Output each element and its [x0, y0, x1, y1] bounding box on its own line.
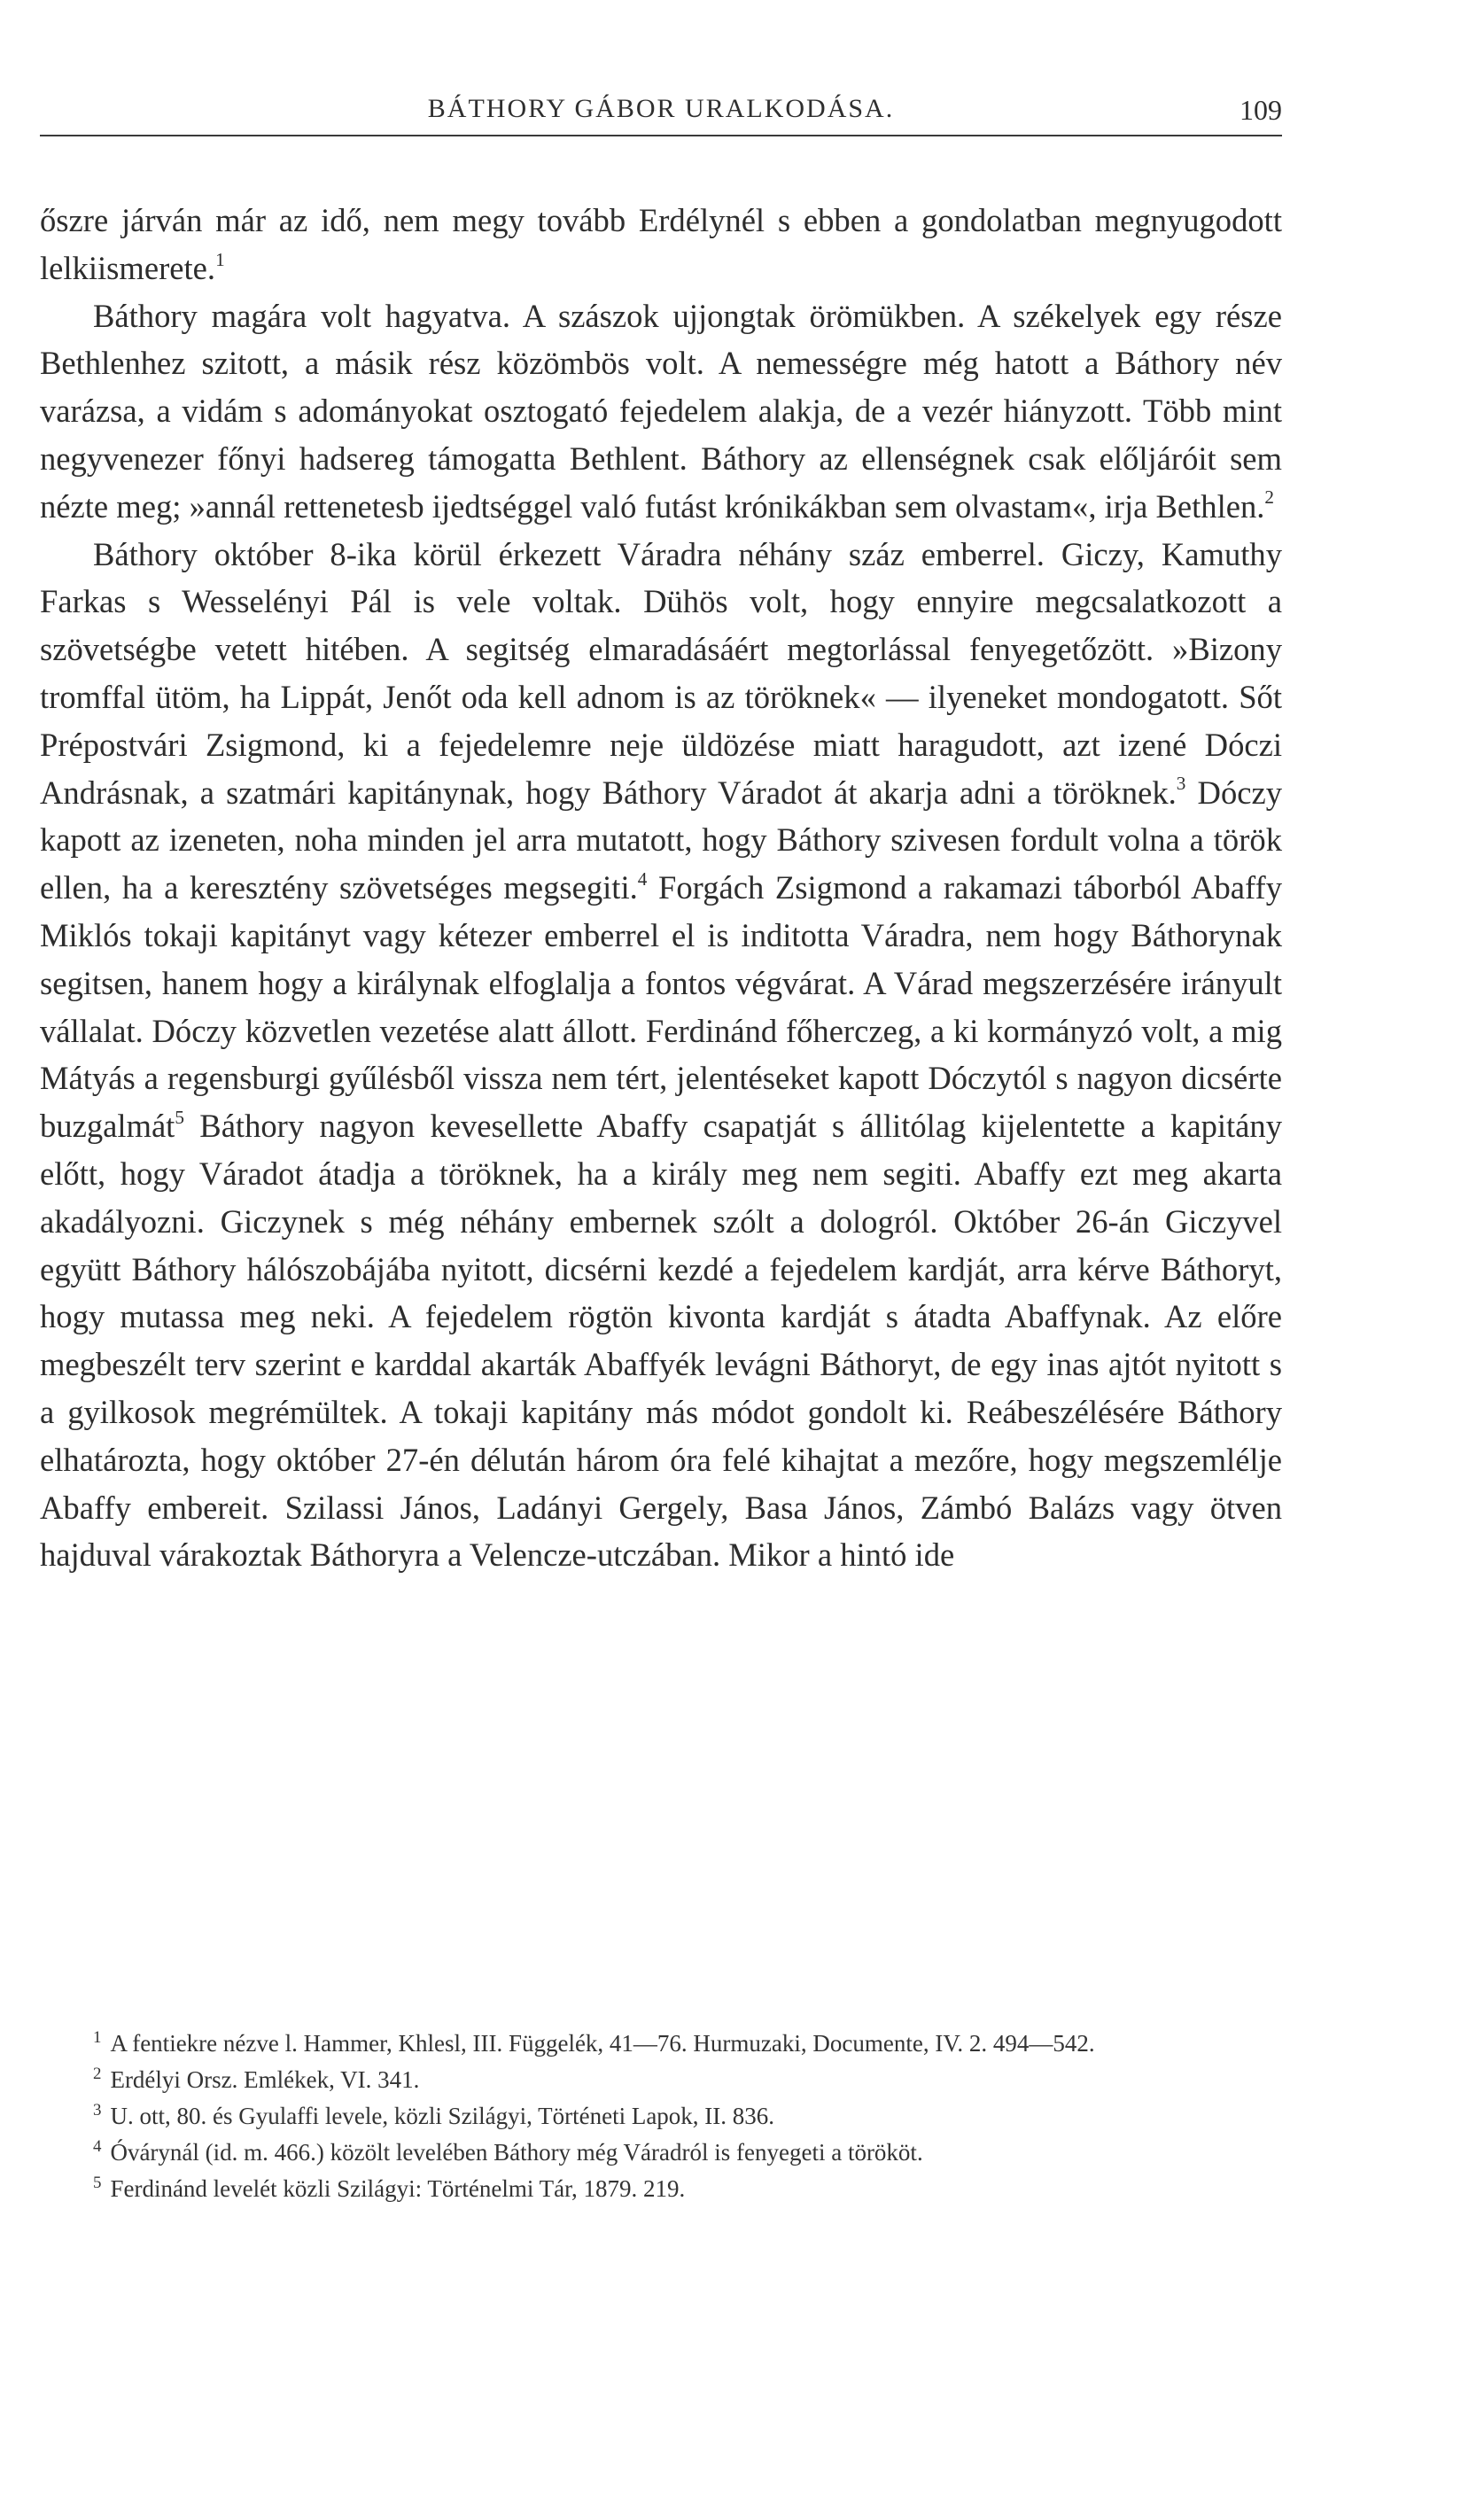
footnote-mark: 2 [93, 2065, 102, 2083]
footnote-ref: 3 [1176, 773, 1186, 795]
paragraph-tail: Báthory nagyon kevesellette Abaffy csapatját s állitólag kijelentette a kapitány előtt, hogy Váradot átadja a töröknek, ha a király meg nem segiti. Abaffy ezt meg akarta akadályozni. Giczynek s még néhány embernek szólt a dologról. Október 26-án Giczyvel együtt Báthory hálószobájába nyitott, dicsérni kezdé a fejedelem kardját, arra kérve Báthoryt, hogy mutassa meg neki. A fejedelem rögtön kivonta kardját s átadta Abaffynak. Az előre megbeszélt terv szerint e karddal akarták Abaffyék levágni Báthoryt, de egy inas ajtót nyitott s a gyilkosok megrémültek. A tokaji kapitány más módot gondolt ki. Reábeszélésére Báthory elhatározta, hogy október 27-én délután három óra felé kihajtat a mezőre, hogy megszemlélje Abaffy embereit. Szilassi János, Ladányi Gergely, Basa János, Zámbó Balázs vagy ötven hajduval várakoztak Báthoryra a Velencze-utczában. Mikor a hintó ide [40, 1108, 1282, 1574]
footnote [40, 2135, 1282, 2171]
footnote-text: A fentiekre nézve l. Hammer, Khlesl, III. Függelék, 41—76. Hurmuzaki, Documente, IV. 2. 494—542. [110, 2030, 1095, 2057]
footnote-mark: 5 [93, 2174, 102, 2192]
paragraph-tail: Forgách Zsigmond a rakamazi táborból Abaffy Miklós tokaji kapitányt vagy kétezer emberrel el is inditotta Váradra, nem hogy Báthorynak segitsen, hanem hogy a királynak elfoglalja a fontos végvárat. A Várad megszerzésére irányult vállalat. Dóczy közvetlen vezetése alatt állott. Ferdinánd főherczeg, a ki kormányzó volt, a mig Mátyás a regensburgi gyűlésből vissza nem tért, jelentéseket kapott Dóczytól s nagyon dicsérte buzgalmát [40, 869, 1283, 1145]
footnote-text: Óvárynál (id. m. 466.) közölt levelében Báthory még Váradról is fenyegeti a törököt. [110, 2139, 923, 2166]
paragraph-tail: Dóczy kapott az izeneten, noha minden jel arra mutatott, hogy Báthory szivesen fordult volna a török ellen, ha a keresztény szövetséges megsegiti. [40, 774, 1283, 906]
footnote-mark: 4 [93, 2137, 102, 2156]
footnote-text: U. ott, 80. és Gyulaffi levele, közli Szilágyi, Történeti Lapok, II. 836. [110, 2103, 775, 2129]
page-header [40, 89, 1282, 136]
footnote [40, 2062, 1282, 2098]
paragraph-3 [40, 531, 1282, 1580]
footnote-mark: 3 [93, 2101, 102, 2119]
footnote-mark: 1 [93, 2028, 102, 2047]
paragraph-text: őszre járván már az idő, nem megy tovább Erdélynél s ebben a gondolatban megnyugodott lelkiismerete. [40, 202, 1282, 286]
footnote-ref: 4 [637, 867, 648, 890]
footnotes [40, 2026, 1282, 2207]
footnote [40, 2098, 1282, 2135]
footnote-text: Ferdinánd levelét közli Szilágyi: Történelmi Tár, 1879. 219. [110, 2175, 686, 2202]
paragraph-1 [40, 197, 1282, 292]
page-number: 109 [1240, 94, 1282, 126]
paragraph-text: Báthory október 8-ika körül érkezett Váradra néhány száz emberrel. Giczy, Kamuthy Farkas s Wesselényi Pál is vele voltak. Dühös volt, hogy ennyire megcsalatkozott a szövetségbe vetett hitében. A segitség elmaradásáért megtorlással fenyegetőzött. »Bizony tromffal ütöm, ha Lippát, Jenőt oda kell adnom is az töröknek« — ilyeneket mondogatott. Sőt Prépostvári Zsigmond, ki a fejedelemre neje üldözése miatt haragudott, azt izené Dóczi Andrásnak, a szatmári kapitánynak, hogy Báthory Váradot át akarja adni a töröknek. [40, 535, 1282, 811]
paragraph-2 [40, 292, 1282, 531]
footnote [40, 2171, 1282, 2207]
footnote [40, 2026, 1282, 2062]
body-text [40, 197, 1282, 1579]
footnote-ref: 2 [1264, 486, 1275, 509]
footnote-text: Erdélyi Orsz. Emlékek, VI. 341. [110, 2066, 420, 2093]
paragraph-text: Báthory magára volt hagyatva. A szászok ujjongtak örömükben. A székelyek egy része Bethlenhez szitott, a másik rész közömbös volt. A nemességre még hatott a Báthory név varázsa, a vidám s adományokat osztogató fejedelem alakja, de a vezér hiányzott. Több mint negyvenezer főnyi hadsereg támogatta Bethlent. Báthory az ellenségnek csak előljáróit sem nézte meg; »annál rettenetesb ijedtséggel való futást krónikákban sem olvastam«, irja Bethlen. [40, 297, 1282, 525]
footnote-ref: 1 [215, 248, 225, 270]
running-head: BÁTHORY GÁBOR URALKODÁSA. [427, 94, 895, 123]
footnote-ref: 5 [175, 1106, 184, 1128]
